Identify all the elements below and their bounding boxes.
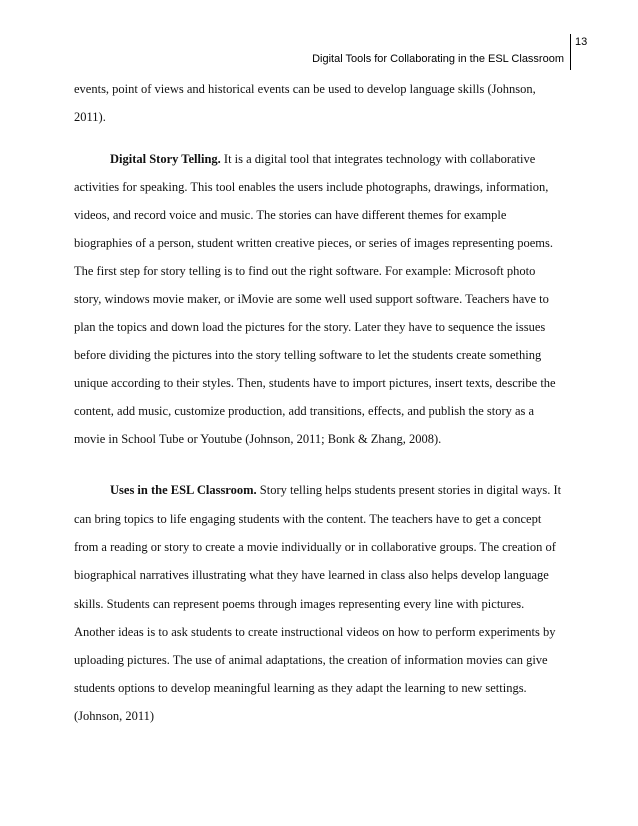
section-heading: Uses in the ESL Classroom. xyxy=(110,483,257,497)
paragraph-line: before dividing the pictures into the story telling software to let the students create something xyxy=(74,348,542,362)
paragraph-line: movie in School Tube or Youtube (Johnson, 2011; Bonk & Zhang, 2008). xyxy=(74,432,442,446)
paragraph-line: content, add music, customize production, add transitions, effects, and publish the story as a xyxy=(74,404,535,418)
paragraph-line: from a reading or story to create a movie individually or in collaborative groups. The creation of xyxy=(74,540,556,554)
paragraph-line: plan the topics and down load the pictures for the story. Later they have to sequence the issues xyxy=(74,320,546,334)
paragraph-line: story, windows movie maker, or iMovie are some well used support software. Teachers have to xyxy=(74,292,549,306)
paragraph-line: uploading pictures. The use of animal adaptations, the creation of information movies can give xyxy=(74,653,548,667)
paragraph-line: biographies of a person, student written creative pieces, or series of images representing poems. xyxy=(74,236,554,250)
paragraph-line: activities for speaking. This tool enables the users include photographs, drawings, information, xyxy=(74,180,549,194)
paragraph-line: events, point of views and historical events can be used to develop language skills (Johnson, xyxy=(74,82,536,96)
paragraph-line: skills. Students can represent poems through images representing every line with pictures. xyxy=(74,597,525,611)
paragraph-line: Another ideas is to ask students to create instructional videos on how to perform experiments by xyxy=(74,625,556,639)
paragraph-line: unique according to their styles. Then, students have to import pictures, insert texts, describe the xyxy=(74,376,556,390)
section-heading: Digital Story Telling. xyxy=(110,152,221,166)
paragraph-first-line xyxy=(110,151,535,167)
paragraph-line: The first step for story telling is to find out the right software. For example: Microsoft photo xyxy=(74,264,536,278)
paragraph-text: Story telling helps students present stories in digital ways. It xyxy=(256,483,562,497)
paragraph-line: 2011). xyxy=(74,110,106,124)
page-number: 13 xyxy=(575,36,588,48)
header-divider xyxy=(570,34,571,70)
paragraph-line: (Johnson, 2011) xyxy=(74,709,155,723)
paragraph-line: can bring topics to life engaging students with the content. The teachers have to get a concept xyxy=(74,512,542,526)
paragraph-first-line xyxy=(110,482,561,498)
running-head: Digital Tools for Collaborating in the ESL Classroom xyxy=(312,53,564,65)
paragraph-line: biographical narratives illustrating what they have learned in class also helps develop language xyxy=(74,568,549,582)
paragraph-line: students options to develop meaningful learning as they adapt the learning to new settings. xyxy=(74,681,527,695)
paragraph-text: It is a digital tool that integrates technology with collaborative xyxy=(220,152,536,166)
paragraph-line: videos, and record voice and music. The stories can have different themes for example xyxy=(74,208,507,222)
